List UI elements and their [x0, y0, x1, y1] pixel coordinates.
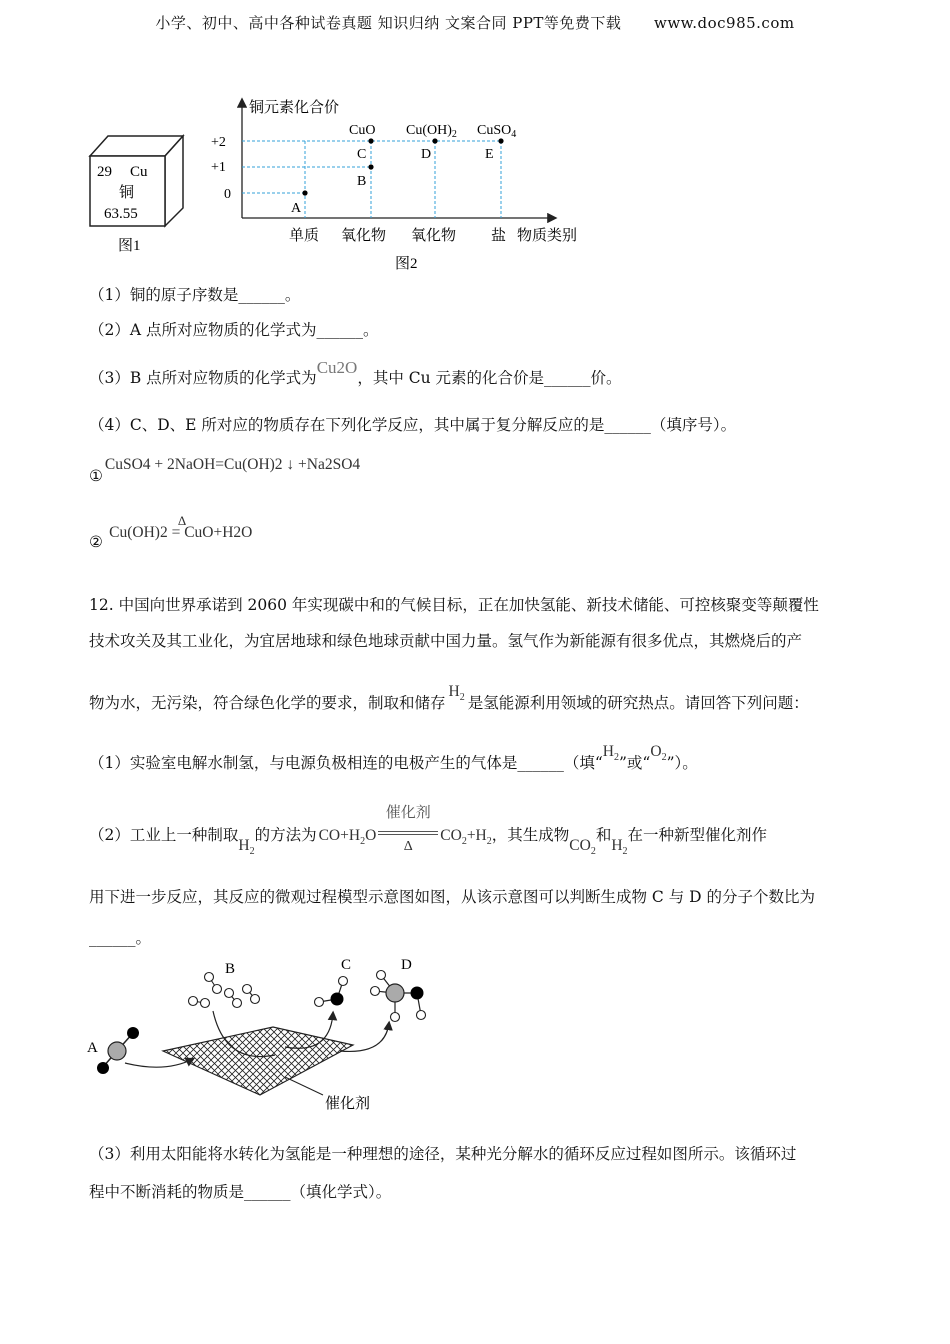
equation-rhs: $CO_2+H_2$	[440, 827, 492, 847]
q12-part2: （2）工业上一种制取$H_2$的方法为 $CO+H_2O$ 催化剂 Δ $CO_2+H_2$，其生成物$CO_2$和$H_2$在一种新型催化剂作	[89, 803, 768, 857]
label-a: A	[87, 1040, 98, 1056]
x-tick-salt: 盐	[491, 228, 507, 244]
header-url[interactable]: www.doc985.com	[653, 14, 795, 32]
molecule-d-oxygen	[411, 987, 424, 1000]
x-tick-oxide-1: 氧化物	[341, 228, 387, 244]
point-c-label: C	[357, 147, 367, 162]
q11-part3: （3）B 点所对应物质的化学式为Cu2O，其中 Cu 元素的化合价是______价。	[89, 358, 622, 387]
point-b-label: B	[357, 174, 367, 189]
q11-part1: （1）铜的原子序数是______。	[89, 286, 301, 304]
molecule-a-center	[108, 1042, 126, 1060]
q12-part1: （1）实验室电解水制氢，与电源负极相连的电极产生的气体是______（填“$H_2$”或“$O_2$”）。	[89, 743, 698, 772]
q12-part3-line2: 程中不断消耗的物质是______（填化学式）。	[89, 1183, 392, 1201]
molecule-c-h1	[315, 998, 324, 1007]
formula-cuoh2: $Cu(OH)_2$	[406, 123, 457, 140]
formula-cuo: CuO	[349, 123, 376, 138]
element-symbol: Cu	[130, 164, 148, 180]
x-tick-elemental: 单质	[289, 228, 320, 244]
point-a	[302, 190, 307, 195]
point-c	[368, 138, 373, 143]
cu2o-formula: Cu2O	[316, 358, 358, 377]
point-e	[498, 138, 503, 143]
grid-lines	[242, 141, 501, 218]
catalyst-pointer	[285, 1077, 323, 1095]
molecule-c-h2	[339, 977, 348, 986]
catalyst-label: 催化剂	[325, 1096, 371, 1112]
q12-part3-line1: （3）利用太阳能将水转化为氢能是一种理想的途径，某种光分解水的循环反应过程如图所示。该循环过	[89, 1145, 797, 1163]
valence-chart	[205, 90, 605, 275]
element-number: 29	[97, 164, 112, 180]
element-mass: 63.55	[104, 206, 138, 222]
page-header	[0, 12, 950, 33]
equation-arrow: 催化剂 Δ	[378, 831, 438, 841]
figure-1	[85, 128, 195, 258]
x-tick-oxide-2: 氧化物	[411, 228, 457, 244]
q12-line1: 12. 中国向世界承诺到 2060 年实现碳中和的气候目标，正在加快氢能、新技术储能、可控核聚变等颠覆性	[89, 596, 819, 614]
point-d	[432, 138, 437, 143]
x-axis-label: 物质类别	[517, 228, 578, 244]
q12-part2-blank: ______。	[89, 929, 152, 947]
reaction-1-equation: CuSO4 + 2NaOH=Cu(OH)2 ↓ +Na2SO4	[104, 456, 361, 473]
label-d: D	[401, 957, 412, 973]
point-b	[368, 164, 373, 169]
y-tick-zero: 0	[224, 187, 231, 202]
header-text: 小学、初中、高中各种试卷真题 知识归纳 文案合同 PPT等免费下载	[155, 14, 622, 32]
equation-lhs: $CO+H_2O$	[318, 827, 377, 847]
molecule-c-o	[331, 993, 344, 1006]
label-c: C	[341, 957, 352, 973]
q12-part2-line2: 用下进一步反应，其反应的微观过程模型示意图如图，从该示意图可以判断生成物 C 与 D 的分子个数比为	[89, 888, 815, 906]
q11-part4: （4）C、D、E 所对应的物质存在下列化学反应，其中属于复分解反应的是______（填序号）。	[89, 416, 737, 434]
reaction-2-condition: Δ	[177, 513, 187, 528]
y-tick-plus2: +2	[211, 135, 226, 150]
molecule-a-o2	[97, 1062, 109, 1074]
reaction-diagram	[85, 955, 465, 1120]
reaction-2: ② Δ Cu(OH)2 = CuO+H2O	[89, 513, 253, 551]
chart-title: 图2	[395, 256, 418, 272]
reaction-1: ①CuSO4 + 2NaOH=Cu(OH)2 ↓ +Na2SO4	[89, 456, 361, 485]
figure-1-caption: 图1	[118, 238, 141, 254]
molecule-d-carbon	[386, 984, 404, 1002]
q11-part2: （2）A 点所对应物质的化学式为______。	[89, 321, 379, 339]
element-name: 铜	[119, 185, 135, 201]
point-a-label: A	[291, 201, 302, 216]
q12-line2: 技术攻关及其工业化，为宜居地球和绿色地球贡献中国力量。氢气作为新能源有很多优点，其燃烧后的产	[89, 632, 803, 650]
molecules-b	[189, 973, 260, 1008]
q12-line3: 物为水，无污染，符合绿色化学的要求，制取和储存$H_2$ 是氢能源利用领域的研究热点。请回答下列问题：	[89, 683, 809, 712]
y-tick-plus1: +1	[211, 160, 226, 175]
point-e-label: E	[485, 147, 494, 162]
reaction-2-equation: Cu(OH)2 = CuO+H2O	[109, 524, 253, 541]
point-d-label: D	[421, 147, 432, 162]
y-axis-label: 铜元素化合价	[249, 100, 340, 116]
molecule-a-o1	[127, 1027, 139, 1039]
label-b: B	[225, 961, 236, 977]
formula-cuso4: CuSO$_4$	[477, 123, 517, 140]
